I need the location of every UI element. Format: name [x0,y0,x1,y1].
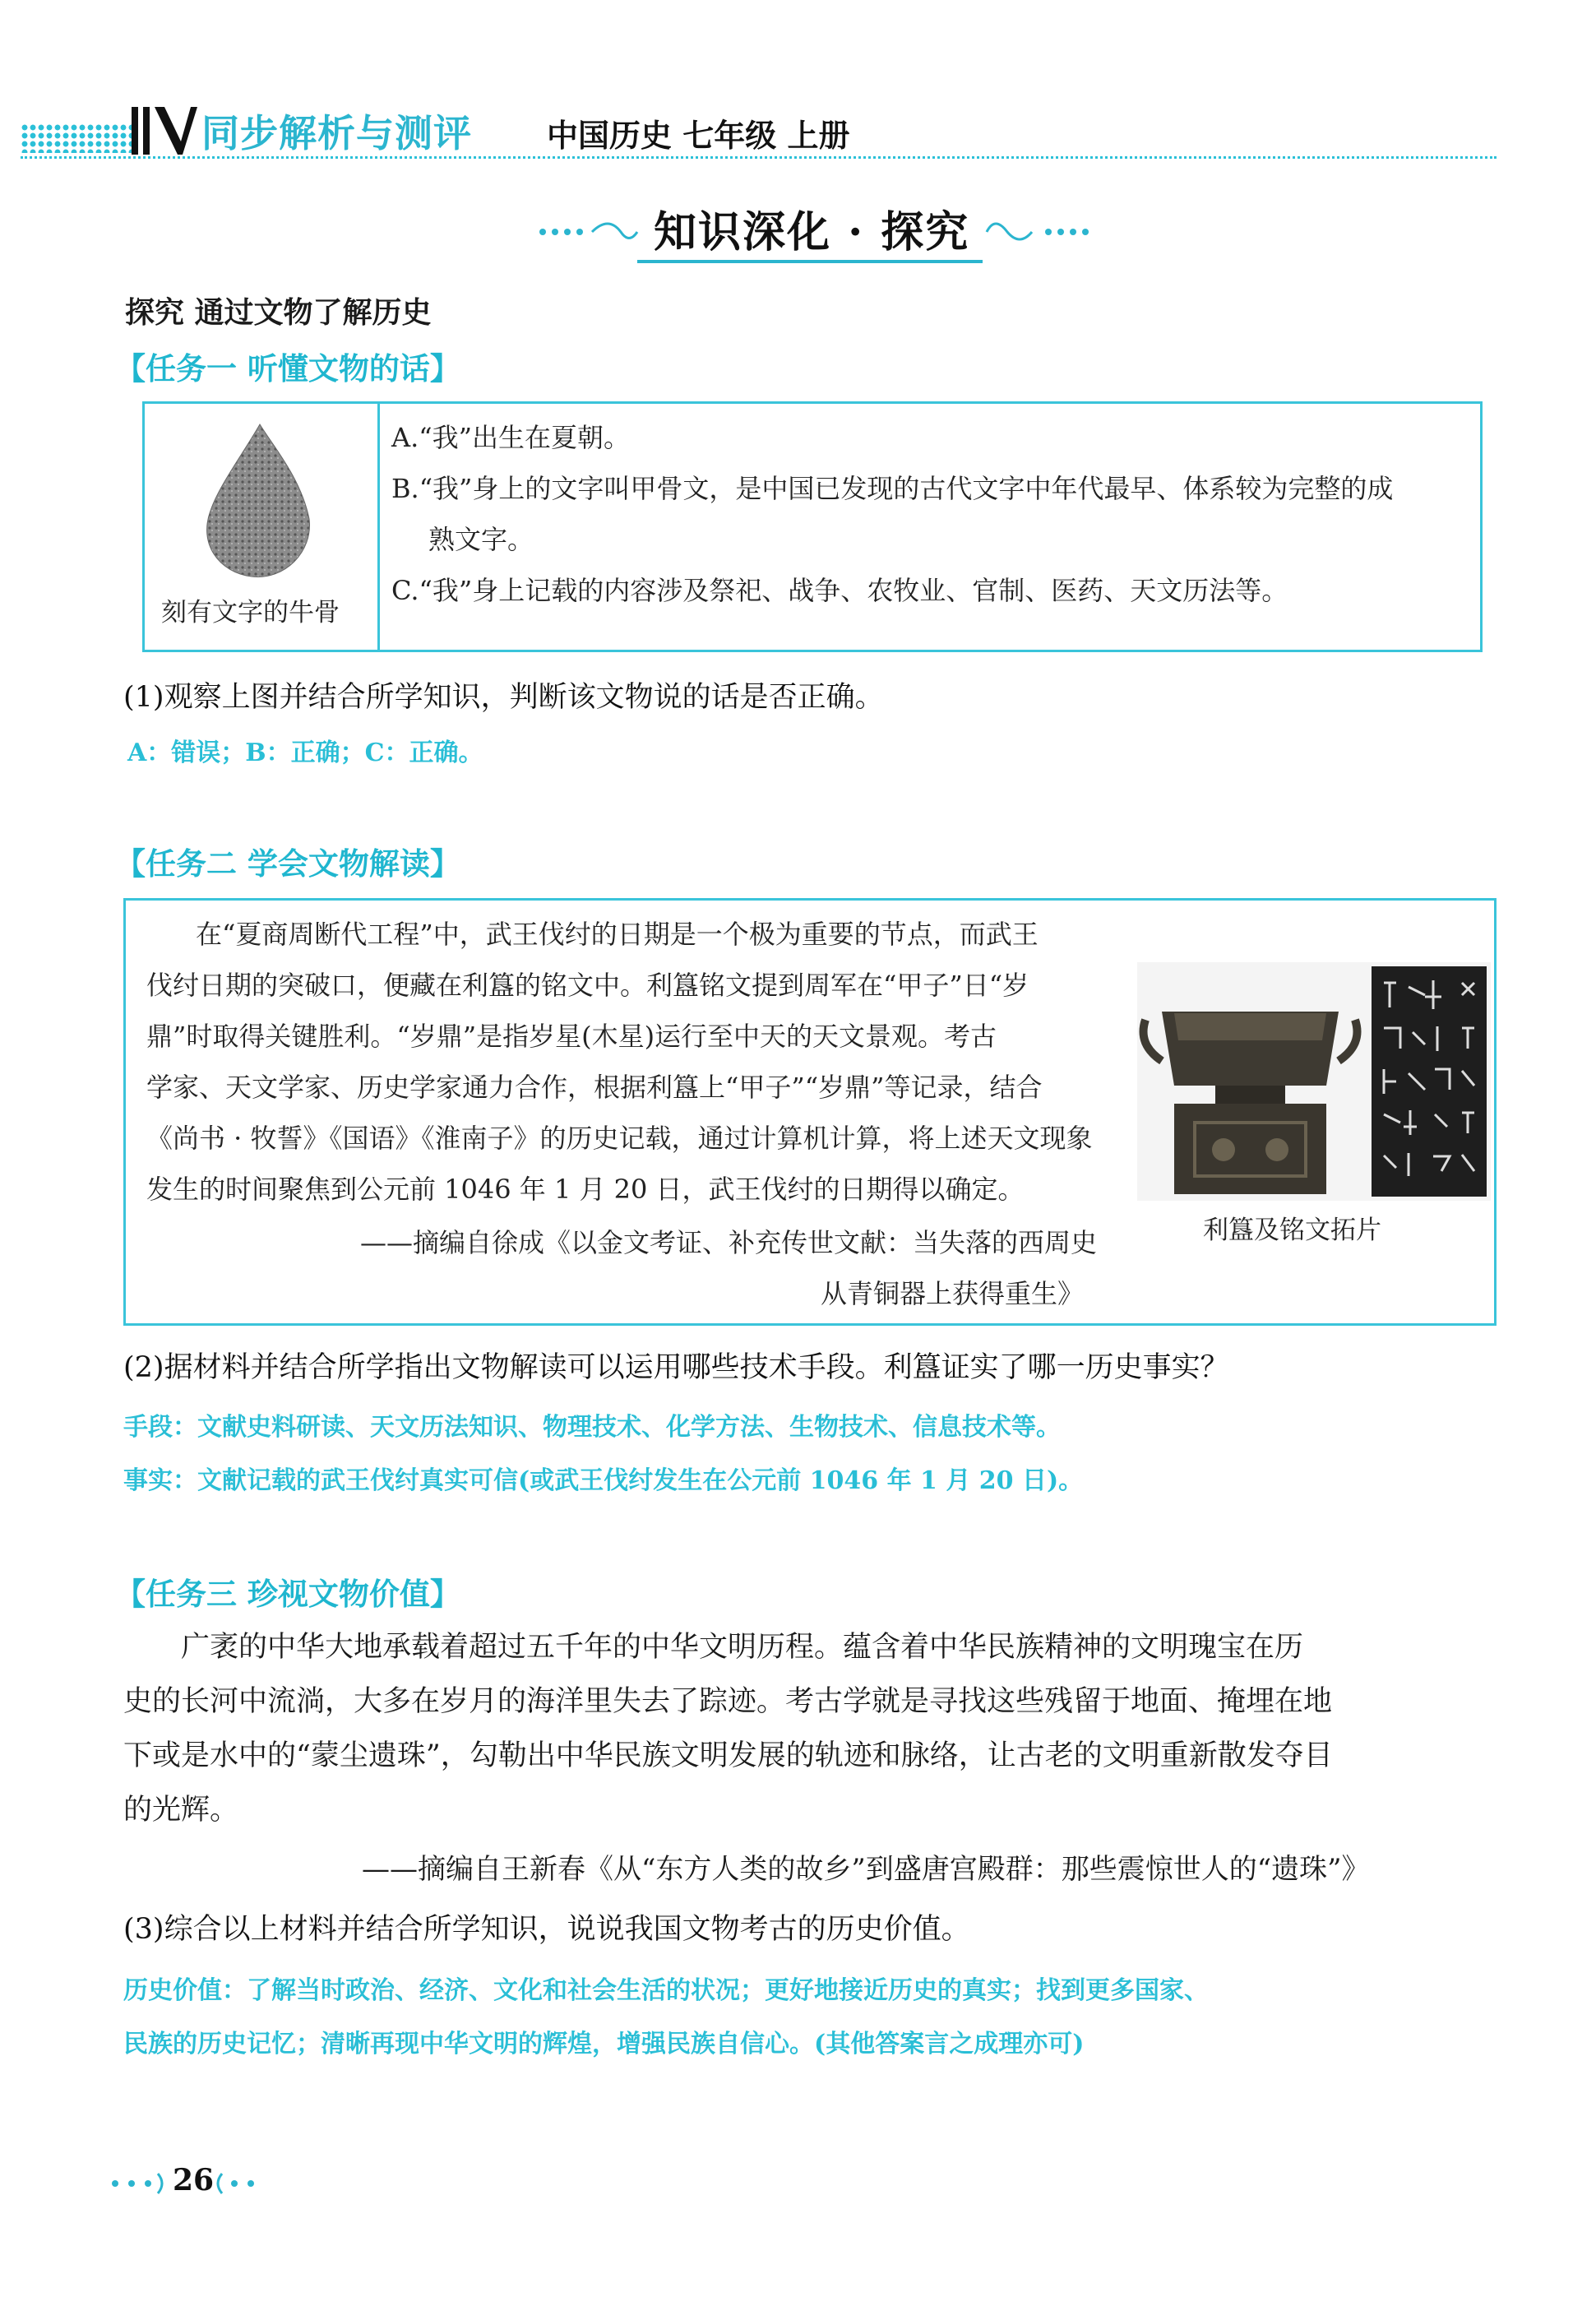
task2-box [123,898,1497,1326]
right-flourish-icon [983,215,1098,248]
material-line-6: 发生的时间聚焦到公元前 1046 年 1 月 20 日，武王伐纣的日期得以确定。 [146,1174,1025,1205]
section-title-underline [637,260,983,263]
material-line-5: 《尚书 · 牧誓》《国语》《淮南子》的历史记载，通过计算机计算，将上述天文现象 [146,1123,1093,1154]
header-divider [21,156,1497,159]
material-line-2: 伐纣日期的突破口，便藏在利簋的铭文中。利簋铭文提到周军在“甲子”日“岁 [146,970,1029,1001]
task1-title: 【任务一 听懂文物的话】 [115,350,460,387]
task3-para-line-3: 下或是水中的“蒙尘遗珠”，勾勒出中华民族文明发展的轨迹和脉络，让古老的文明重新散发夺目 [123,1739,1333,1772]
task3-para-line-1: 广袤的中华大地承载着超过五千年的中华文明历程。蕴含着中华民族精神的文明瑰宝在历 [181,1631,1304,1664]
task3-para-line-4: 的光辉。 [123,1794,239,1827]
material-line-4: 学家、天文学家、历史学家通力合作，根据利簋上“甲子”“岁鼎”等记录，结合 [146,1072,1043,1103]
answer-3-line-2: 民族的历史记忆；清晰再现中华文明的辉煌，增强民族自信心。(其他答案言之成理亦可) [123,2030,1085,2059]
material-source-2: 从青铜器上获得重生》 [821,1278,1085,1309]
task2-title: 【任务二 学会文物解读】 [115,845,460,882]
statement-b-cont: 熟文字。 [428,524,534,555]
statement-b: B.“我”身上的文字叫甲骨文，是中国已发现的古代文字中年代最早、体系较为完整的成 [391,473,1394,504]
question-2: (2)据材料并结合所学指出文物解读可以运用哪些技术手段。利簋证实了哪一历史事实？ [123,1351,1229,1384]
li-gui-photo [1137,962,1491,1201]
subject-title: 中国历史 七年级 上册 [547,118,850,154]
answer-3-line-1: 历史价值：了解当时政治、经济、文化和社会生活的状况；更好地接近历史的真实；找到更多国家、 [123,1976,1209,2005]
task1-box [142,401,1483,652]
statement-a: A.“我”出生在夏朝。 [391,422,631,453]
series-title: 同步解析与测评 [201,111,472,155]
left-flourish-icon [534,215,641,248]
inquiry-heading: 探究 通过文物了解历史 [125,295,432,330]
task1-box-divider [377,404,380,650]
question-3: (3)综合以上材料并结合所学知识，说说我国文物考古的历史价值。 [123,1913,970,1946]
task3-source: ——摘编自王新春《从“东方人类的故乡”到盛唐宫殿群：那些震惊世人的“遗珠”》 [362,1853,1370,1886]
page-number: 26 [173,2163,215,2197]
material-source-1: ——摘编自徐成《以金文考证、补充传世文献：当失落的西周史 [360,1227,1098,1258]
material-line-1: 在“夏商周断代工程”中，武王伐纣的日期是一个极为重要的节点，而武王 [196,919,1039,950]
answer-2-means: 手段：文献史料研读、天文历法知识、物理技术、化学方法、生物技术、信息技术等。 [123,1413,1061,1442]
oracle-bone-image [194,420,317,585]
task3-para-line-2: 史的长河中流淌，大多在岁月的海洋里失去了踪迹。考古学就是寻找这些残留于地面、掩埋在地 [123,1685,1333,1718]
answer-1: A：错误；B：正确；C：正确。 [127,739,483,767]
statement-c: C.“我”身上记载的内容涉及祭祀、战争、农牧业、官制、医药、天文历法等。 [391,575,1288,606]
answer-2-fact: 事实：文献记载的武王伐纣真实可信(或武王伐纣发生在公元前 1046 年 1 月 20 日)。 [123,1466,1084,1495]
header-dots-decoration [21,123,132,153]
material-line-3: 鼎”时取得关键胜利。“岁鼎”是指岁星(木星)运行至中天的天文景观。考古 [146,1021,997,1052]
oracle-bone-caption: 刻有文字的牛骨 [161,598,340,628]
section-title: 知识深化 · 探究 [654,207,970,257]
question-1: (1)观察上图并结合所学知识，判断该文物说的话是否正确。 [123,681,884,714]
li-gui-caption: 利簋及铭文拓片 [1203,1216,1381,1245]
book-logo-icon [132,100,197,158]
task3-title: 【任务三 珍视文物价值】 [115,1576,460,1612]
